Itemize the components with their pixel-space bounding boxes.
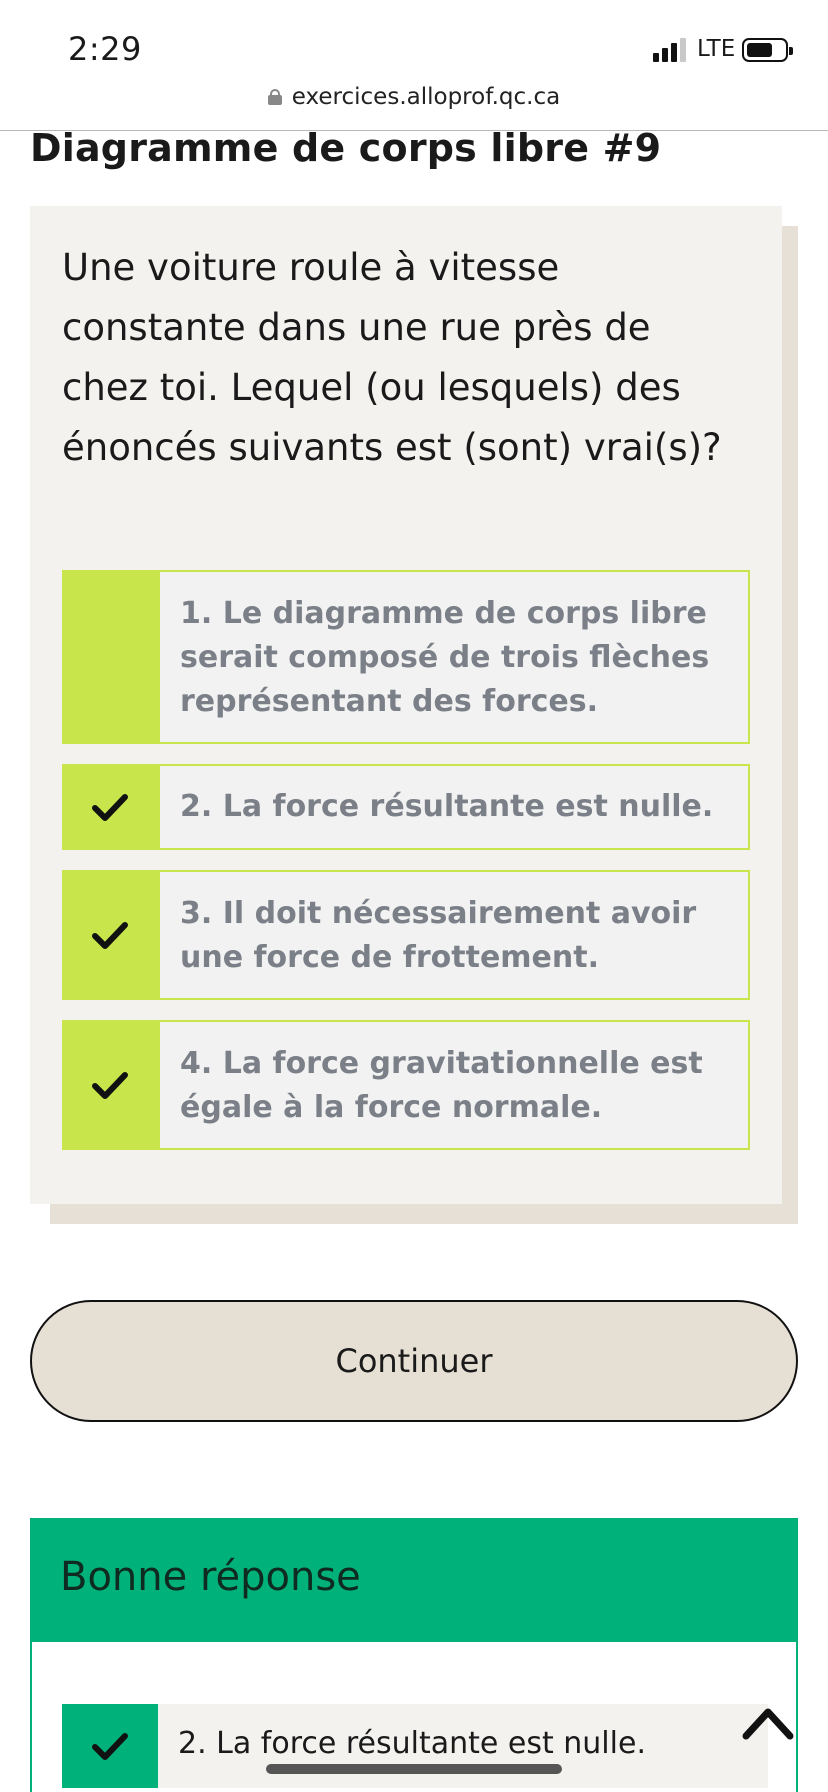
home-indicator[interactable] <box>266 1764 562 1774</box>
option-3-checkbox[interactable] <box>62 870 160 1000</box>
option-1[interactable] <box>62 570 750 744</box>
check-icon <box>90 1726 130 1766</box>
url-text: exercices.alloprof.qc.ca <box>291 84 561 110</box>
option-2-checkbox[interactable] <box>62 764 160 850</box>
chevron-up-icon[interactable] <box>740 1702 796 1742</box>
question-text: Une voiture roule à vitesse constante dans une rue près de chez toi. Lequel (ou lesquels) des énoncés suivants est (sont) vrai(s)? <box>62 246 722 469</box>
option-2-label: 2. La force résultante est nulle. <box>180 789 714 824</box>
network-label: LTE <box>697 36 736 62</box>
address-bar[interactable] <box>0 84 828 110</box>
signal-icon <box>653 38 689 62</box>
option-3-label: 3. Il doit nécessairement avoir une force de frottement. <box>180 896 697 975</box>
option-4[interactable] <box>62 1020 750 1150</box>
option-4-label: 4. La force gravitationnelle est égale à la force normale. <box>180 1046 703 1125</box>
battery-icon <box>742 38 788 62</box>
answer-item-label: 2. La force résultante est nulle. <box>178 1726 646 1761</box>
answer-title: Bonne réponse <box>60 1554 361 1600</box>
option-3[interactable] <box>62 870 750 1000</box>
lock-icon <box>268 89 282 105</box>
answer-item <box>62 1704 768 1788</box>
answer-header <box>30 1518 798 1642</box>
continue-button[interactable]: Continuer <box>30 1300 798 1422</box>
option-4-checkbox[interactable] <box>62 1020 160 1150</box>
option-1-checkbox[interactable] <box>62 570 160 744</box>
status-time: 2:29 <box>68 30 142 68</box>
answer-panel <box>30 1518 798 1792</box>
check-icon <box>90 787 130 827</box>
check-icon <box>90 915 130 955</box>
status-bar <box>0 0 828 92</box>
check-icon <box>90 1065 130 1105</box>
page-title: Diagramme de corps libre #9 <box>30 126 662 170</box>
option-2[interactable] <box>62 764 750 850</box>
option-1-label: 1. Le diagramme de corps libre serait composé de trois flèches représentant des forces. <box>180 596 710 719</box>
answer-item-marker <box>62 1704 158 1788</box>
